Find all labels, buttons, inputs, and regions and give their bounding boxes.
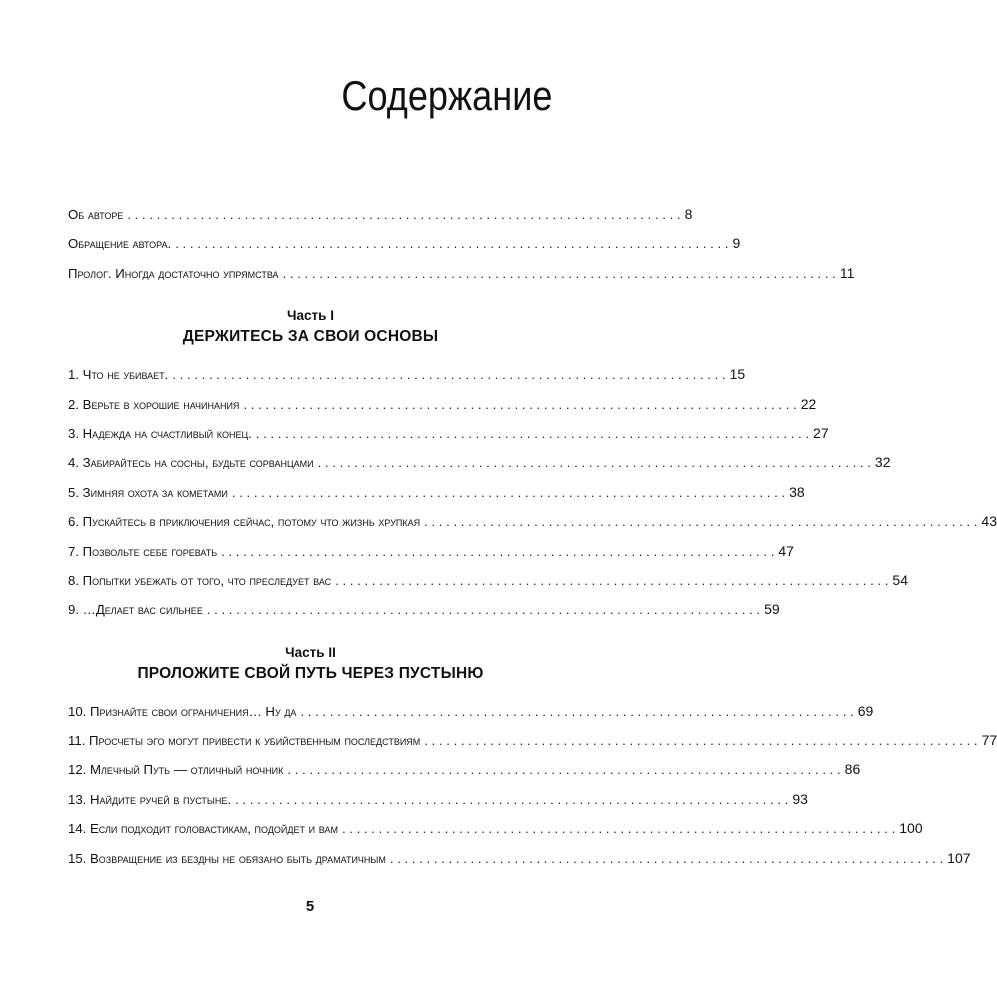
toc-entry-page: 38 bbox=[789, 483, 805, 500]
toc-entry[interactable] bbox=[68, 566, 908, 595]
dot-leader bbox=[424, 507, 977, 536]
part-title: ПРОЛОЖИТЕ СВОЙ ПУТЬ ЧЕРЕЗ ПУСТЫНЮ bbox=[137, 664, 484, 682]
dot-leader bbox=[424, 726, 977, 755]
toc-entry[interactable] bbox=[68, 419, 829, 448]
dot-leader bbox=[342, 814, 895, 843]
part-entries bbox=[68, 697, 997, 873]
dot-leader bbox=[127, 200, 680, 229]
dot-leader bbox=[172, 360, 725, 389]
table-of-contents bbox=[68, 200, 997, 873]
toc-entry[interactable] bbox=[68, 448, 891, 477]
toc-entry[interactable] bbox=[68, 726, 997, 755]
toc-entry-title: 7. Позвольте себе горевать bbox=[68, 543, 218, 559]
dot-leader bbox=[300, 697, 853, 726]
dot-leader bbox=[243, 390, 796, 419]
page-number: 5 bbox=[305, 898, 315, 915]
part-heading bbox=[68, 643, 553, 685]
toc-entry-page: 107 bbox=[947, 849, 971, 866]
toc-entry-title: 14. Если подходит головастикам, подойдет и вам bbox=[68, 821, 338, 837]
toc-entry-title: Пролог. Иногда достаточно упрямства bbox=[68, 265, 279, 281]
toc-entry-page: 8 bbox=[684, 206, 693, 222]
toc-entry-title: 3. Надежда на счастливый конец. bbox=[68, 425, 252, 441]
part-label: Часть II bbox=[285, 644, 336, 660]
toc-entry-title: 6. Пускайтесь в приключения сейчас, потому что жизнь хрупкая bbox=[68, 514, 421, 530]
toc-entry-page: 27 bbox=[813, 424, 829, 441]
dot-leader bbox=[207, 595, 760, 624]
part-label: Часть I bbox=[287, 308, 334, 324]
toc-entry-title: 11. Просчеты эго могут привести к убийственным последствиям bbox=[68, 733, 421, 749]
toc-entry-page: 9 bbox=[732, 235, 741, 252]
toc-entry[interactable] bbox=[68, 507, 997, 536]
toc-entry[interactable] bbox=[68, 229, 741, 258]
toc-entry-title: 9. …Делает вас сильнее bbox=[68, 602, 203, 618]
toc-entry-title: 10. Признайте свои ограничения… Ну да bbox=[68, 703, 297, 719]
page-title: Содержание bbox=[340, 72, 552, 119]
toc-entry-page: 69 bbox=[857, 702, 874, 719]
toc-entry-title: 13. Найдите ручей в пустыне. bbox=[68, 791, 232, 807]
dot-leader bbox=[235, 785, 788, 814]
toc-entry-page: 11 bbox=[839, 264, 855, 281]
part-heading bbox=[68, 306, 553, 348]
toc-entry-page: 22 bbox=[800, 395, 817, 412]
dot-leader bbox=[283, 259, 836, 288]
toc-entry[interactable] bbox=[68, 259, 855, 288]
toc-entry[interactable] bbox=[68, 595, 780, 624]
toc-entry[interactable] bbox=[68, 360, 746, 389]
part-title: ДЕРЖИТЕСЬ ЗА СВОИ ОСНОВЫ bbox=[182, 328, 439, 346]
toc-entry-page: 54 bbox=[892, 571, 908, 588]
dot-leader bbox=[175, 229, 728, 258]
toc-entry-page: 59 bbox=[764, 601, 780, 618]
dot-leader bbox=[318, 448, 871, 477]
part-entries bbox=[68, 360, 997, 625]
toc-entry-title: 12. Млечный Путь — отличный ночник bbox=[68, 762, 284, 778]
toc-entry[interactable] bbox=[68, 390, 817, 419]
toc-entry-page: 93 bbox=[792, 790, 808, 807]
toc-entry-page: 77 bbox=[981, 732, 997, 749]
toc-entry-page: 47 bbox=[778, 542, 794, 559]
toc-entry-page: 86 bbox=[844, 761, 861, 778]
toc-entry[interactable] bbox=[68, 537, 794, 566]
toc-entry-title: 5. Зимняя охота за кометами bbox=[68, 484, 228, 500]
toc-entry-title: Об авторе bbox=[68, 207, 124, 222]
toc-entry-page: 100 bbox=[899, 820, 923, 837]
toc-entry-page: 43 bbox=[981, 513, 997, 530]
toc-entry-title: Обращение автора. bbox=[68, 236, 172, 252]
dot-leader bbox=[287, 755, 840, 784]
dot-leader bbox=[232, 478, 785, 507]
toc-entry[interactable] bbox=[68, 697, 874, 726]
toc-entry-title: 2. Верьте в хорошие начинания bbox=[68, 396, 240, 412]
dot-leader bbox=[335, 566, 888, 595]
toc-entry[interactable] bbox=[68, 785, 808, 814]
toc-entry[interactable] bbox=[68, 478, 805, 507]
toc-entry-title: 1. Что не убивает. bbox=[68, 367, 169, 383]
toc-entry-page: 15 bbox=[729, 366, 746, 383]
toc-entry[interactable] bbox=[68, 844, 971, 873]
toc-entry-title: 8. Попытки убежать от того, что преследует вас bbox=[68, 572, 332, 588]
toc-entry-title: 4. Забирайтесь на сосны, будьте сорванцами bbox=[68, 455, 314, 471]
dot-leader bbox=[256, 419, 809, 448]
front-matter-list bbox=[68, 200, 855, 288]
dot-leader bbox=[390, 844, 943, 873]
toc-entry-title: 15. Возвращение из бездны не обязано быть драматичным bbox=[68, 850, 386, 866]
toc-entry-page: 32 bbox=[874, 454, 891, 471]
toc-entry[interactable] bbox=[68, 200, 693, 229]
toc-entry[interactable] bbox=[68, 755, 861, 784]
toc-entry[interactable] bbox=[68, 814, 923, 843]
dot-leader bbox=[221, 537, 774, 566]
